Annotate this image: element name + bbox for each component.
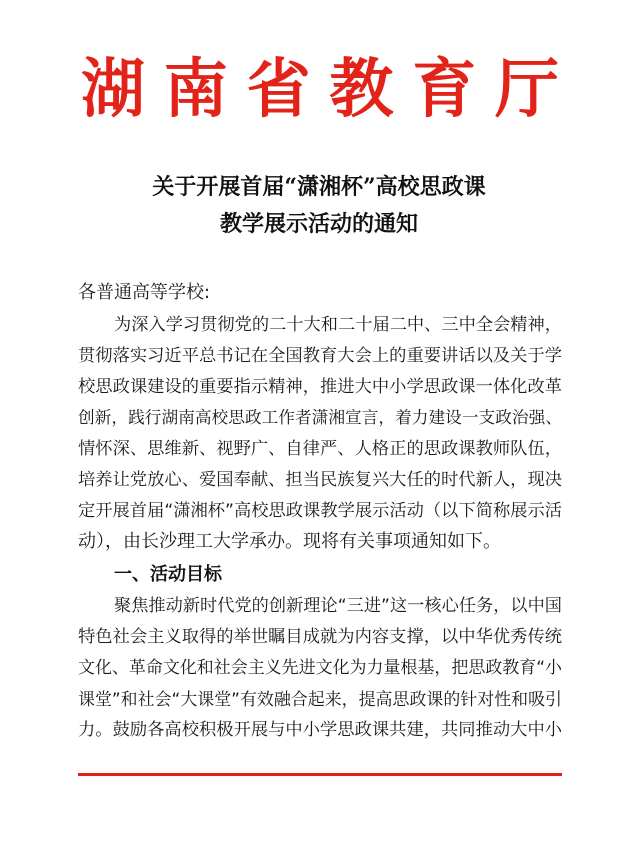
issuer-char: 厅: [494, 52, 559, 127]
issuer-char: 教: [329, 52, 394, 127]
paragraph-line: 聚焦推动新时代党的创新理论“三进”这一核心任务，以中国: [114, 596, 562, 616]
paragraph-line: 定开展首届“潇湘杯”高校思政课教学展示活动（以下简称展示活: [78, 501, 562, 521]
issuer-header: [78, 50, 562, 130]
paragraph-line: 特色社会主义取得的举世瞩目成就为内容支撑，以中华优秀传统: [78, 627, 562, 647]
issuer-char: 育: [412, 52, 477, 127]
salutation: 各普通高等学校:: [78, 282, 211, 303]
paragraph-line: 贯彻落实习近平总书记在全国教育大会上的重要讲话以及关于学: [78, 346, 562, 366]
paragraph-line: 情怀深、思维新、视野广、自律严、人格正的思政课教师队伍，: [78, 439, 562, 459]
document-title-line-1: 关于开展首届“潇湘杯”高校思政课: [152, 174, 486, 200]
paragraph-line: 培养让党放心、爱国奉献、担当民族复兴大任的时代新人，现决: [78, 470, 562, 490]
paragraph-line: 力。鼓励各高校积极开展与中小学思政课共建，共同推动大中小: [78, 720, 562, 740]
issuer-char: 南: [163, 52, 228, 127]
paragraph-line: 校思政课建设的重要指示精神，推进大中小学思政课一体化改革: [78, 377, 562, 397]
paragraph-line: 为深入学习贯彻党的二十大和二十届二中、三中全会精神，: [114, 315, 562, 335]
paragraph-line: 动），由长沙理工大学承办。现将有关事项通知如下。: [78, 531, 501, 552]
section-heading: 一、活动目标: [114, 564, 222, 585]
paragraph-line: 创新，践行湖南高校思政工作者潇湘宣言，着力建设一支政治强、: [78, 408, 562, 427]
paragraph-line: 文化、革命文化和社会主义先进文化为力量根基，把思政教育“小: [78, 658, 562, 678]
red-divider-rule: [78, 773, 562, 776]
issuer-char: 湖: [81, 52, 145, 127]
issuer-char: 省: [246, 52, 311, 127]
paragraph-line: 课堂”和社会“大课堂”有效融合起来，提高思政课的针对性和吸引: [78, 689, 562, 709]
document-title-line-2: 教学展示活动的通知: [219, 211, 418, 237]
